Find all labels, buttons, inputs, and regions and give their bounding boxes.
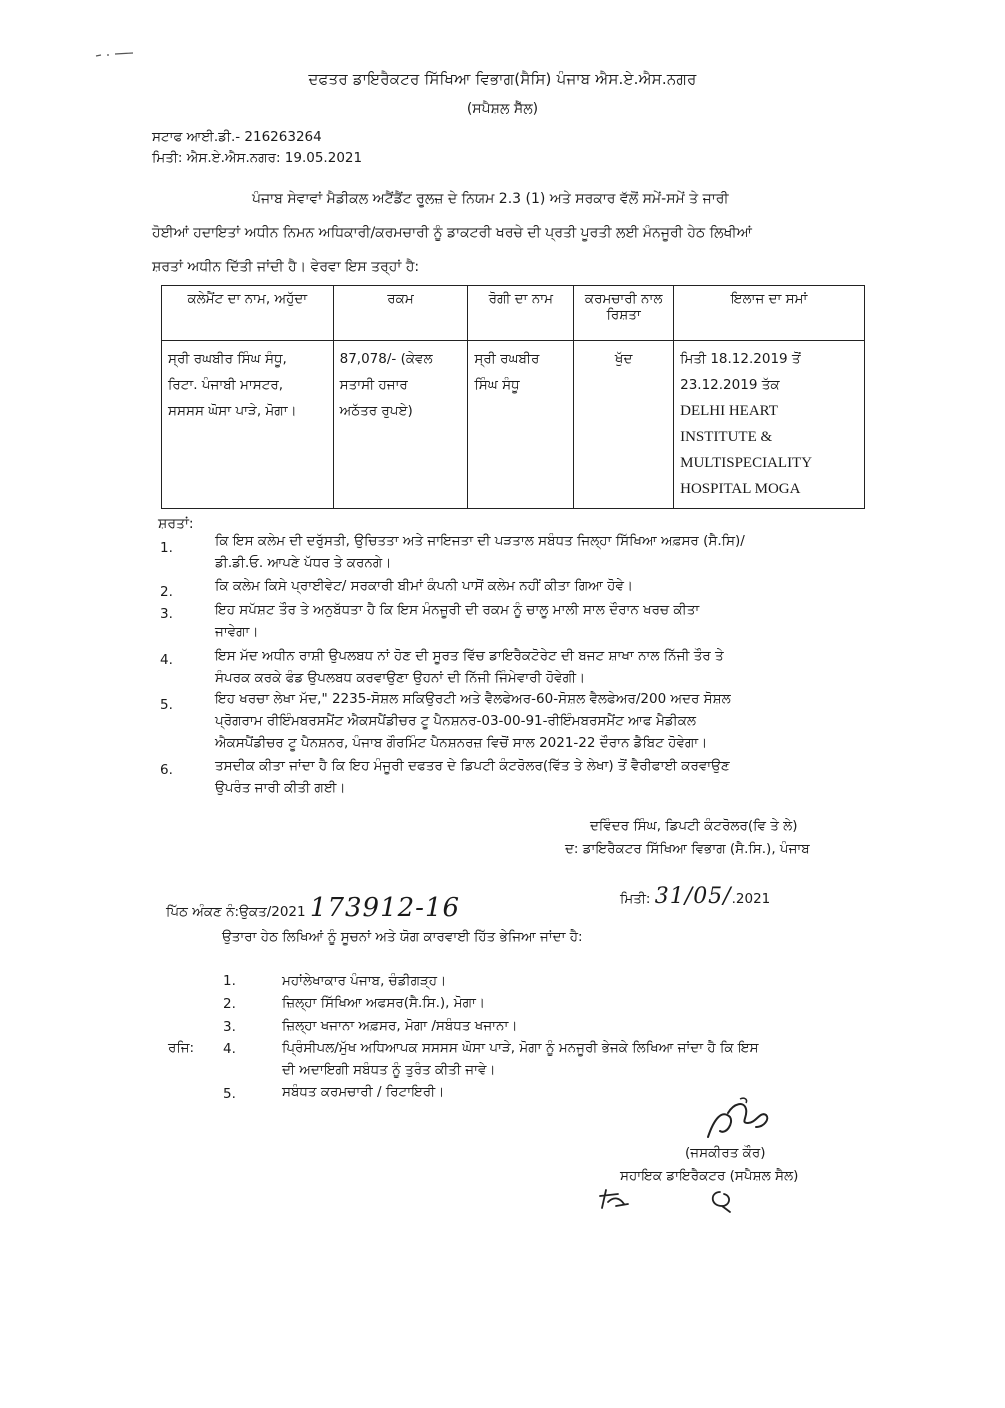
condition-line: ਜਾਵੇਗਾ। xyxy=(215,624,259,640)
condition-item xyxy=(215,755,873,799)
condition-line: ਉਪਰੰਤ ਜਾਰੀ ਕੀਤੀ ਗਈ। xyxy=(215,780,346,796)
endorsement-date-prefix: ਮਿਤੀ: xyxy=(620,891,651,907)
condition-line: ਸੰਪਰਕ ਕਰਕੇ ਫੰਡ ਉਪਲਬਧ ਕਰਵਾਉਣਾ ਉਹਨਾਂ ਦੀ ਨਿੱਜੀ ਜਿੰਮੇਵਾਰੀ ਹੋਵੇਗੀ। xyxy=(215,670,586,686)
cell-period xyxy=(674,341,865,509)
handwritten-signature xyxy=(700,1097,780,1145)
cell-amount xyxy=(333,341,468,509)
condition-line: ਐਕਸਪੈਂਡੀਚਰ ਟੂ ਪੈਨਸ਼ਨਰ, ਪੰਜਾਬ ਗੌਰਮਿੰਟ ਪੈਨਸ਼ਨਰਜ਼ ਵਿਚੋਂ ਸਾਲ 2021-22 ਦੌਰਾਨ ਡੈਬਿਟ ਹੋਵੇਗਾ। xyxy=(215,735,708,751)
staff-id: ਸਟਾਫ ਆਈ.ਡੀ.- 216263264 xyxy=(152,129,322,145)
cell-claimant xyxy=(162,341,334,509)
hospital-line: INSTITUTE & xyxy=(680,429,773,445)
header-period: ਇਲਾਜ ਦਾ ਸਮਾਂ xyxy=(674,286,865,341)
cell-relation xyxy=(574,341,674,509)
forward-text: ਉਤਾਰਾ ਹੇਠ ਲਿਖਿਆਂ ਨੂੰ ਸੂਚਨਾਂ ਅਤੇ ਯੋਗ ਕਾਰਵਾਈ ਹਿੱਤ ਭੇਜਿਆ ਜਾਂਦਾ ਹੈ: xyxy=(222,929,583,945)
cell-patient xyxy=(468,341,574,509)
signatory-office: ਦ: ਡਾਇਰੈਕਟਰ ਸਿੱਖਿਆ ਵਿਭਾਗ (ਸੈ.ਸਿ.), ਪੰਜਾਬ xyxy=(565,841,810,857)
condition-number: 5. xyxy=(160,697,173,713)
distribution-line: ਪ੍ਰਿੰਸੀਪਲ/ਮੁੱਖ ਅਧਿਆਪਕ ਸਸਸਸ ਘੋਸਾ ਪਾੜੇ, ਮੋਗਾ ਨੂੰ ਮਨਜੂਰੀ ਭੇਜਕੇ ਲਿਖਿਆ ਜਾਂਦਾ ਹੈ ਕਿ ਇਸ xyxy=(282,1040,759,1056)
issue-date: ਮਿਤੀ: ਐਸ.ਏ.ਐਸ.ਨਗਰ: 19.05.2021 xyxy=(152,150,363,166)
signer-designation: ਸਹਾਇਕ ਡਾਇਰੈਕਟਰ (ਸਪੈਸ਼ਲ ਸੈਲ) xyxy=(620,1168,799,1184)
condition-number: 3. xyxy=(160,606,173,622)
distribution-line: ਦੀ ਅਦਾਇਗੀ ਸਬੰਧਤ ਨੂੰ ਤੁਰੰਤ ਕੀਤੀ ਜਾਵੇ। xyxy=(282,1062,496,1078)
endorsement-line xyxy=(166,893,460,923)
condition-item xyxy=(215,688,873,754)
claimant-line: ਸਸਸਸ ਘੋਸਾ ਪਾੜੇ, ਮੋਗਾ। xyxy=(168,403,297,419)
endorsement-number-handwritten: 173912-16 xyxy=(309,893,461,923)
amount-line: 87,078/- (ਕੇਵਲ xyxy=(339,351,433,367)
distribution-item: ਜ਼ਿਲ੍ਹਾ ਸਿੱਖਿਆ ਅਫਸਰ(ਸੈ.ਸਿ.), ਮੋਗਾ। xyxy=(282,995,485,1011)
intro-line-1: ਪੰਜਾਬ ਸੇਵਾਵਾਂ ਮੈਡੀਕਲ ਅਟੈਂਡੈਂਟ ਰੂਲਜ਼ ਦੇ ਨਿਯਮ 2.3 (1) ਅਤੇ ਸਰਕਾਰ ਵੱਲੋਂ ਸਮੇਂ-ਸਮੇਂ ਤੇ ਜਾਰੀ xyxy=(252,191,729,207)
condition-line: ਡੀ.ਡੀ.ਓ. ਆਪਣੇ ਪੱਧਰ ਤੇ ਕਰਨਗੇ। xyxy=(215,555,392,571)
condition-line: ਇਹ ਖਰਚਾ ਲੇਖਾ ਮੱਦ," 2235-ਸੋਸ਼ਲ ਸਕਿਉਰਟੀ ਅਤੇ ਵੈਲਫੇਅਰ-60-ਸੋਸ਼ਲ ਵੈਲਫੇਅਰ/200 ਅਦਰ ਸੋਸ਼ਲ xyxy=(215,691,731,707)
amount-line: ਅਠੱਤਰ ਰੁਪਏ) xyxy=(339,403,413,419)
endorsement-date-suffix: .2021 xyxy=(731,891,771,907)
condition-item xyxy=(215,645,873,689)
endorsement-date xyxy=(620,884,770,909)
hospital-line: DELHI HEART xyxy=(680,403,778,419)
office-header: ਦਫਤਰ ਡਾਇਰੈਕਟਰ ਸਿੱਖਿਆ ਵਿਭਾਗ(ਸੈਸਿ) ਪੰਜਾਬ ਐਸ.ਏ.ਐਸ.ਨਗਰ xyxy=(308,70,697,88)
intro-line-3: ਸ਼ਰਤਾਂ ਅਧੀਨ ਦਿੱਤੀ ਜਾਂਦੀ ਹੈ। ਵੇਰਵਾ ਇਸ ਤਰ੍ਹਾਂ ਹੈ: xyxy=(152,259,420,275)
conditions-title: ਸ਼ਰਤਾਂ: xyxy=(158,516,194,532)
patient-line: ਸਿੰਘ ਸੰਧੂ xyxy=(474,377,520,393)
condition-line: ਕਿ ਇਸ ਕਲੇਮ ਦੀ ਦਰੁੱਸਤੀ, ਉਚਿਤਤਾ ਅਤੇ ਜਾਇਜਤਾ ਦੀ ਪੜਤਾਲ ਸਬੰਧਤ ਜਿਲ੍ਹਾ ਸਿੱਖਿਆ ਅਫ਼ਸਰ (ਸੈ.ਸਿ)/ xyxy=(215,533,745,549)
distribution-number: 5. xyxy=(223,1086,236,1102)
condition-line: ਤਸਦੀਕ ਕੀਤਾ ਜਾਂਦਾ ਹੈ ਕਿ ਇਹ ਮੰਜੂਰੀ ਦਫਤਰ ਦੇ ਡਿਪਟੀ ਕੰਟਰੋਲਰ(ਵਿੱਤ ਤੇ ਲੇਖਾ) ਤੋਂ ਵੈਰੀਫਾਈ ਕਰਵਾਉਣ xyxy=(215,758,730,774)
header-patient: ਰੋਗੀ ਦਾ ਨਾਮ xyxy=(468,286,574,341)
relation-value: ਖੁੱਦ xyxy=(614,351,633,367)
condition-item xyxy=(215,530,873,574)
endorsement-prefix: ਪਿੱਠ ਅੰਕਣ ਨੰ:ਉਕਤ/2021 xyxy=(166,904,306,920)
distribution-number: 3. xyxy=(223,1019,236,1035)
claimant-line: ਰਿਟਾ. ਪੰਜਾਬੀ ਮਾਸਟਰ, xyxy=(168,377,284,393)
table-header-row xyxy=(162,286,865,341)
handwritten-initials xyxy=(598,1184,748,1214)
condition-line: ਪ੍ਰੋਗਰਾਮ ਰੀਇੰਮਬਰਸਮੈਂਟ ਐਕਸਪੈਂਡੀਚਰ ਟੂ ਪੈਨਸ਼ਨਰ-03-00-91-ਰੀਇੰਮਬਰਸਮੈਂਟ ਆਫ ਮੈਡੀਕਲ xyxy=(215,713,697,729)
claimant-line: ਸ੍ਰੀ ਰਘਬੀਰ ਸਿੰਘ ਸੰਧੂ, xyxy=(168,351,287,367)
distribution-item: ਮਹਾਂਲੇਖਾਕਾਰ ਪੰਜਾਬ, ਚੰਡੀਗੜ੍ਹ। xyxy=(282,973,447,989)
condition-item xyxy=(215,575,873,597)
cell-subheader: (ਸਪੈਸ਼ਲ ਸੈੱਲ) xyxy=(466,101,539,117)
condition-number: 1. xyxy=(160,540,173,556)
signer-name: (ਜਸਕੀਰਤ ਕੌਰ) xyxy=(685,1145,766,1161)
intro-line-2: ਹੋਈਆਂ ਹਦਾਇਤਾਂ ਅਧੀਨ ਨਿਮਨ ਅਧਿਕਾਰੀ/ਕਰਮਚਾਰੀ ਨੂੰ ਡਾਕਟਰੀ ਖਰਚੇ ਦੀ ਪ੍ਰਤੀ ਪੂਰਤੀ ਲਈ ਮੰਨਜੂਰੀ ਹੇਠ ਲਿਖੀਆਂ xyxy=(152,225,752,241)
distribution-number: 2. xyxy=(223,996,236,1012)
condition-number: 4. xyxy=(160,652,173,668)
scan-mark xyxy=(95,52,135,58)
hospital-line: HOSPITAL MOGA xyxy=(680,481,801,497)
header-relation: ਕਰਮਚਾਰੀ ਨਾਲ ਰਿਸ਼ਤਾ xyxy=(574,286,674,341)
amount-line: ਸਤਾਸੀ ਹਜਾਰ xyxy=(339,377,408,393)
distribution-item xyxy=(282,1037,882,1081)
distribution-number: 4. xyxy=(223,1041,236,1057)
period-line: ਮਿਤੀ 18.12.2019 ਤੋਂ xyxy=(680,351,801,367)
condition-item xyxy=(215,599,873,643)
condition-line: ਕਿ ਕਲੇਮ ਕਿਸੇ ਪ੍ਰਾਈਵੇਟ/ ਸਰਕਾਰੀ ਬੀਮਾਂ ਕੰਪਨੀ ਪਾਸੋਂ ਕਲੇਮ ਨਹੀਂ ਕੀਤਾ ਗਿਆ ਹੋਵੇ। xyxy=(215,578,634,594)
distribution-item: ਜ਼ਿਲ੍ਹਾ ਖਜਾਨਾ ਅਫ਼ਸਰ, ਮੋਗਾ /ਸਬੰਧਤ ਖਜਾਨਾ। xyxy=(282,1018,518,1034)
endorsement-date-handwritten: 31/05/ xyxy=(654,884,732,909)
claim-table xyxy=(161,285,865,509)
period-line: 23.12.2019 ਤੱਕ xyxy=(680,377,780,393)
regd-label: ਰਜਿ: xyxy=(168,1040,195,1056)
distribution-item: ਸਬੰਧਤ ਕਰਮਚਾਰੀ / ਰਿਟਾਇਰੀ। xyxy=(282,1084,445,1100)
condition-number: 2. xyxy=(160,584,173,600)
patient-line: ਸ੍ਰੀ ਰਘਬੀਰ xyxy=(474,351,540,367)
condition-line: ਇਸ ਮੱਦ ਅਧੀਨ ਰਾਸ਼ੀ ਉਪਲਬਧ ਨਾਂ ਹੋਣ ਦੀ ਸੂਰਤ ਵਿੱਚ ਡਾਇਰੈਕਟੋਰੇਟ ਦੀ ਬਜਟ ਸ਼ਾਖਾ ਨਾਲ ਨਿੱਜੀ ਤੌਰ ਤੇ xyxy=(215,648,724,664)
signatory-name: ਦਵਿੰਦਰ ਸਿੰਘ, ਡਿਪਟੀ ਕੰਟਰੋਲਰ(ਵਿ ਤੇ ਲੇ) xyxy=(590,818,798,834)
condition-number: 6. xyxy=(160,762,173,778)
distribution-number: 1. xyxy=(223,973,236,989)
condition-line: ਇਹ ਸਪੱਸ਼ਟ ਤੌਰ ਤੇ ਅਨੁਬੱਧਤਾ ਹੈ ਕਿ ਇਸ ਮੰਨਜ਼ੂਰੀ ਦੀ ਰਕਮ ਨੂੰ ਚਾਲੂ ਮਾਲੀ ਸਾਲ ਦੌਰਾਨ ਖਰਚ ਕੀਤਾ xyxy=(215,602,700,618)
header-claimant: ਕਲੇਮੈਂਟ ਦਾ ਨਾਮ, ਅਹੁੱਦਾ xyxy=(162,286,334,341)
header-amount: ਰਕਮ xyxy=(333,286,468,341)
hospital-line: MULTISPECIALITY xyxy=(680,455,813,471)
table-row xyxy=(162,341,865,509)
